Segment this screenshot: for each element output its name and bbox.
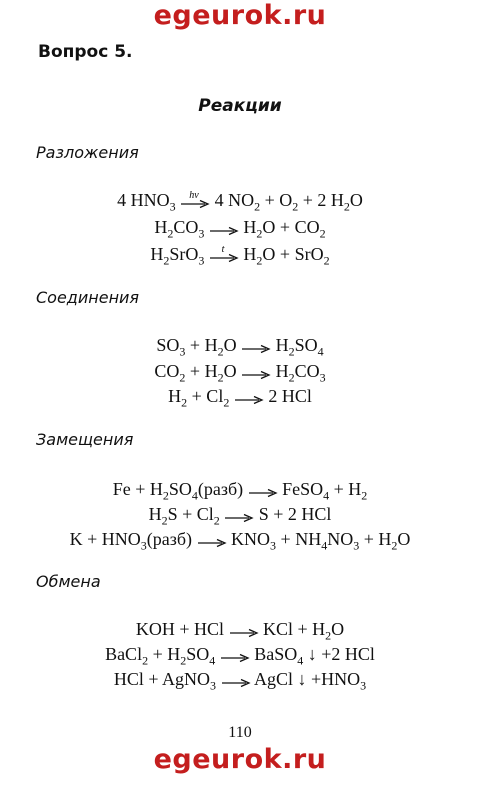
equation: $H_2S + Cl_2$ S + 2 HCl — [148, 504, 332, 528]
subscript: 3 — [140, 538, 147, 553]
reaction-arrow-icon — [248, 477, 278, 501]
equation: $H_2CO_3$ $H_2O + CO_2$ — [154, 217, 326, 241]
subscript: 3 — [210, 678, 216, 693]
subscript: 2 — [288, 344, 295, 359]
subscript: 3 — [179, 344, 186, 359]
reaction-arrow-icon — [209, 242, 239, 266]
subscript: 3 — [319, 370, 326, 385]
section-title-combination: Соединения — [36, 288, 140, 307]
reaction-arrow-icon — [224, 502, 254, 526]
subscript: 2 — [361, 488, 368, 503]
subscript: 2 — [288, 370, 295, 385]
subscript: 2 — [161, 513, 168, 528]
subscript: 3 — [353, 538, 360, 553]
reaction-arrow-icon — [180, 188, 210, 212]
subscript: 4 — [191, 488, 198, 503]
reaction-condition-label: hν — [189, 190, 199, 201]
subscript: 2 — [163, 253, 170, 268]
equation: $Fe + H_2SO_4(разб)$ FeSO$_4$ + $H_2$ — [112, 479, 368, 503]
section-title-substitution: Замещения — [36, 430, 134, 449]
subscript: 2 — [142, 653, 149, 668]
subscript: 2 — [162, 488, 169, 503]
question-title: Вопрос 5. — [38, 42, 133, 62]
page-number: 110 — [228, 724, 252, 741]
equation: BaCl$_2$ + $H_2SO_4$ BaSO$_4$ ↓ +2 HCl — [105, 644, 375, 668]
subscript: 3 — [198, 226, 205, 241]
subscript: 3 — [198, 253, 205, 268]
subscript: 2 — [180, 653, 187, 668]
section-title-exchange: Обмена — [36, 572, 101, 591]
subscript: 2 — [292, 199, 299, 214]
subscript: 2 — [343, 199, 350, 214]
reaction-arrow-icon — [229, 617, 259, 641]
reaction-condition-label: t — [221, 244, 225, 255]
equation: $CO_2 + H_2O$ $H_2CO_3$ — [154, 361, 326, 385]
reaction-arrow-icon — [234, 384, 264, 408]
subscript: 4 — [209, 653, 216, 668]
reaction-arrow-icon — [221, 667, 251, 691]
reaction-arrow-icon — [197, 527, 227, 551]
subscript: 2 — [256, 253, 263, 268]
reactions-heading: Реакции — [198, 96, 282, 116]
equation: $H_2 + Cl_2$ 2 HCl — [168, 386, 312, 410]
subscript: 2 — [391, 538, 398, 553]
subscript: 2 — [213, 513, 220, 528]
subscript: 2 — [217, 370, 224, 385]
subscript: 4 — [323, 488, 330, 503]
subscript: 2 — [323, 253, 330, 268]
subscript: 2 — [325, 628, 332, 643]
watermark-bottom: egeurok.ru — [153, 744, 327, 775]
subscript: 2 — [167, 226, 174, 241]
equation: $SO_3 + H_2O$ $H_2SO_4$ — [156, 335, 324, 359]
subscript: 3 — [169, 199, 176, 214]
subscript: 2 — [217, 344, 224, 359]
subscript: 2 — [179, 370, 186, 385]
equation: $H_2SrO_3$ t $H_2O + SrO_2$ — [150, 244, 330, 268]
section-title-decomposition: Разложения — [36, 143, 139, 162]
subscript: 4 — [297, 653, 304, 668]
subscript: 2 — [223, 395, 230, 410]
equation: HCl + AgNO$_3$ AgCl ↓ $+HNO_3$ — [113, 669, 367, 693]
reaction-arrow-icon — [209, 215, 239, 239]
equation: $K + HNO_3(разб) KNO_3 + NH_4NO_3 + H_2O$ — [69, 529, 411, 553]
equation: KOH + HCl KCl + $H_2O$ — [135, 619, 345, 643]
reaction-arrow-icon — [241, 359, 271, 383]
watermark-top: egeurok.ru — [153, 0, 327, 31]
subscript: 4 — [317, 344, 324, 359]
reaction-arrow-icon — [241, 333, 271, 357]
subscript: 2 — [256, 226, 263, 241]
subscript: 3 — [360, 678, 367, 693]
subscript: 2 — [319, 226, 326, 241]
subscript: 4 — [321, 538, 328, 553]
reaction-arrow-icon — [220, 642, 250, 666]
subscript: 2 — [254, 199, 261, 214]
subscript: 2 — [181, 395, 188, 410]
subscript: 3 — [270, 538, 277, 553]
equation: 4 $HNO_3$ hν 4 $NO_2 + O_2 + 2$ $H_2O$ — [117, 190, 363, 214]
